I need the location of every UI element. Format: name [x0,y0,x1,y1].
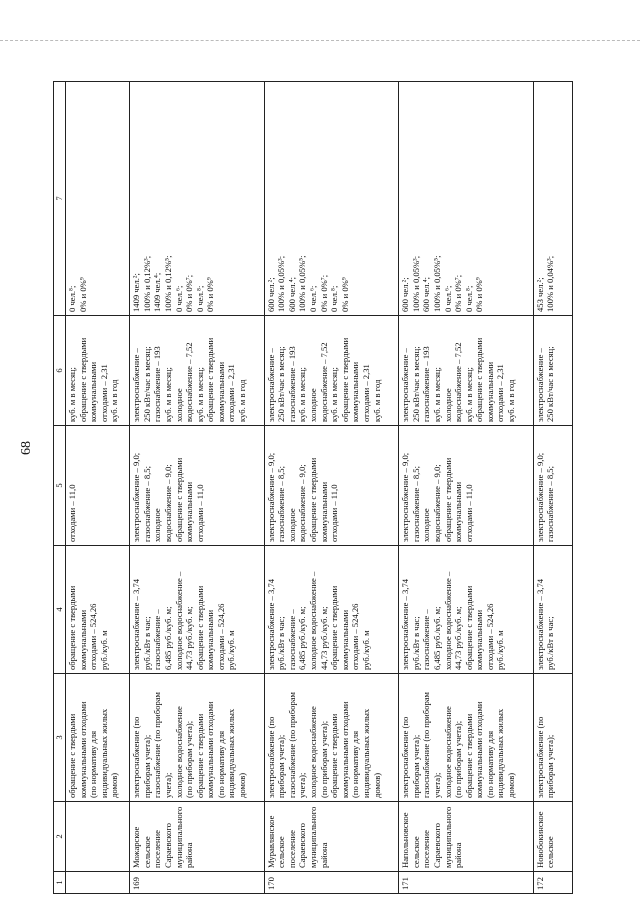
consumption-cell: электроснабжение – 250 кВт/час в месяц; газоснабжение – 193 куб. м в месяц; холодное водоснабжение – 7,52 куб. м в месяц; обращение с твердыми коммунальными отходами – 2,31 куб. м в год [264,316,399,426]
table-row [533,82,572,894]
tariffs-cell: электроснабжение – 3,74 руб./кВт в час; газоснабжение – 6,485 руб./куб. м; холодное водоснабжение – 44,73 руб./куб. м; обращение с твердыми коммунальными отходами – 524,26 руб./куб. м [399,546,534,674]
population-cell: 453 чел.²; 100% и 0,04%³; [533,82,572,316]
table-row [66,82,130,894]
table-row [264,82,399,894]
services-cell: электроснабжение (по приборам учета); газоснабжение (по приборам учета); холодное водоснабжение (по приборам учета); обращение с твердыми коммунальными отходами (по нормативу для индивидуальных жилых домов) [130,674,265,802]
index-cell: отходами – 11,0 [66,426,130,546]
index-cell: электроснабжение – 9,0; газоснабжение – 8,5; холодное водоснабжение – 9,0; обращение с твердыми коммунальными отходами – 11,0 [399,426,534,546]
header-row [54,82,66,894]
settlement-cell: Напольновское сельское поселение Сараевского муниципального района [399,802,534,872]
utility-tariffs-table [53,81,573,894]
settlement-cell: Муравлянское сельское поселение Сараевского муниципального района [264,802,399,872]
index-cell: электроснабжение – 9,0; газоснабжение – 8,5; холодное водоснабжение – 9,0; обращение с твердыми коммунальными отходами – 11,0 [130,426,265,546]
row-number-cell: 172 [533,872,572,894]
row-number-cell [66,872,130,894]
rotated-table-sheet [53,82,573,894]
tariffs-cell: обращение с твердыми коммунальными отходами – 524,26 руб./куб. м [66,546,130,674]
tariffs-cell: электроснабжение – 3,74 руб./кВт в час; газоснабжение – 6,485 руб./куб. м; холодное водоснабжение – 44,73 руб./куб. м; обращение с твердыми коммунальными отходами – 524,26 руб./куб. м [130,546,265,674]
settlement-cell: Можарское сельское поселение Сараевского муниципального района [130,802,265,872]
table-row [130,82,265,894]
row-number-cell: 171 [399,872,534,894]
index-cell: электроснабжение – 9,0; газоснабжение – 8,5; холодное водоснабжение – 9,0; обращение с твердыми коммунальными отходами – 11,0 [264,426,399,546]
settlement-cell [66,802,130,872]
tariffs-cell: электроснабжение – 3,74 руб./кВт в час; газоснабжение – 6,485 руб./куб. м; холодное водоснабжение – 44,73 руб./куб. м; обращение с твердыми коммунальными отходами – 524,26 руб./куб. м [264,546,399,674]
page-number: 68 [19,441,34,455]
population-cell: 0 чел.⁸; 0% и 0%⁹ [66,82,130,316]
population-cell: 600 чел.²; 100% и 0,05%³; 600 чел.⁴; 100% и 0,05%⁵; 0 чел.⁶; 0% и 0%⁷; 0 чел.⁸; 0% и 0%⁹ [399,82,534,316]
row-number-cell: 169 [130,872,265,894]
consumption-cell: куб. м в месяц; обращение с твердыми коммунальными отходами – 2,31 куб. м в год [66,316,130,426]
services-cell: обращение с твердыми коммунальными отходами (по нормативу для индивидуальных жилых домов) [66,674,130,802]
population-cell: 1409 чел.²; 100% и 0,12%³; 1409 чел.⁴; 100% и 0,12%⁵; 0 чел.⁶; 0% и 0%⁷; 0 чел.⁸; 0% и 0%⁹ [130,82,265,316]
header-cell-1: 1 [54,872,66,894]
services-cell: электроснабжение (по приборам учета); [533,674,572,802]
settlement-cell: Новобокинское сельское [533,802,572,872]
header-cell-2: 2 [54,802,66,872]
consumption-cell: электроснабжение – 250 кВт/час в месяц; газоснабжение – 193 куб. м в месяц; холодное водоснабжение – 7,52 куб. м в месяц; обращение с твердыми коммунальными отходами – 2,31 куб. м в год [130,316,265,426]
row-number-cell: 170 [264,872,399,894]
services-cell: электроснабжение (по приборам учета); газоснабжение (по приборам учета); холодное водоснабжение (по приборам учета); обращение с твердыми коммунальными отходами (по нормативу для индивидуальных жилых домов) [399,674,534,802]
header-cell-7: 7 [54,82,66,316]
table-row [399,82,534,894]
index-cell: электроснабжение – 9,0; газоснабжение – 8,5; [533,426,572,546]
scan-edge-line [0,40,640,41]
consumption-cell: электроснабжение – 250 кВт/час в месяц; [533,316,572,426]
consumption-cell: электроснабжение – 250 кВт/час в месяц; газоснабжение – 193 куб. м в месяц; холодное водоснабжение – 7,52 куб. м в месяц; обращение с твердыми коммунальными отходами – 2,31 куб. м в год [399,316,534,426]
header-cell-4: 4 [54,546,66,674]
header-cell-6: 6 [54,316,66,426]
services-cell: электроснабжение (по приборам учета); газоснабжение (по приборам учета); холодное водоснабжение (по приборам учета); обращение с твердыми коммунальными отходами (по нормативу для индивидуальных жилых домов) [264,674,399,802]
tariffs-cell: электроснабжение – 3,74 руб./кВт в час; [533,546,572,674]
population-cell: 600 чел.²; 100% и 0,05%³; 600 чел.⁴; 100% и 0,05%⁵; 0 чел.⁶; 0% и 0%⁷; 0 чел.⁸; 0% и 0%⁹ [264,82,399,316]
header-cell-3: 3 [54,674,66,802]
header-cell-5: 5 [54,426,66,546]
